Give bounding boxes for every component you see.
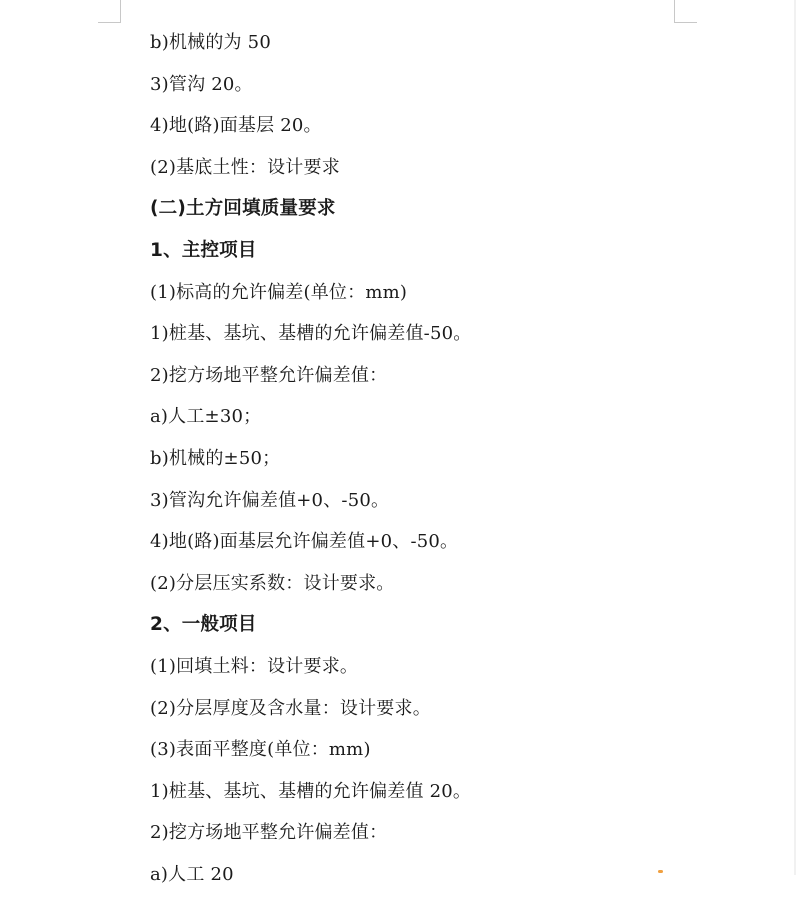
text-cursor-marker: [658, 870, 663, 873]
paragraph: 4)地(路)面基层允许偏差值+0、-50。: [150, 531, 459, 553]
paragraph: 2)挖方场地平整允许偏差值：: [150, 364, 388, 386]
paragraph: 2)挖方场地平整允许偏差值：: [150, 822, 388, 844]
paragraph: (1)标高的允许偏差(单位：mm): [150, 281, 408, 303]
paragraph: 3)管沟允许偏差值+0、-50。: [150, 489, 390, 511]
margin-corner-top-left: [98, 0, 121, 23]
paragraph: 1)桩基、基坑、基槽的允许偏差值 20。: [150, 780, 472, 802]
paragraph: b)机械的为 50: [150, 32, 271, 53]
margin-corner-top-right: [674, 0, 697, 23]
paragraph: a)人工±30；: [150, 406, 262, 428]
paragraph: (1)回填土料：设计要求。: [150, 655, 359, 677]
paragraph: a)人工 20: [150, 863, 234, 885]
paragraph: 4)地(路)面基层 20。: [150, 115, 322, 137]
document-body[interactable]: [150, 27, 710, 900]
paragraph: (2)分层压实系数：设计要求。: [150, 572, 395, 594]
paragraph: (2)基底土性：设计要求: [150, 156, 340, 178]
paragraph: 3)管沟 20。: [150, 73, 253, 95]
paragraph: b)机械的±50；: [150, 447, 281, 469]
subsection-heading: 2、一般项目: [150, 614, 257, 636]
paragraph: (3)表面平整度(单位：mm): [150, 739, 371, 761]
paragraph: 1)桩基、基坑、基槽的允许偏差值-50。: [150, 323, 472, 345]
section-heading: (二)土方回填质量要求: [150, 198, 336, 220]
subsection-heading: 1、主控项目: [150, 239, 257, 261]
paragraph: (2)分层厚度及含水量：设计要求。: [150, 697, 431, 719]
